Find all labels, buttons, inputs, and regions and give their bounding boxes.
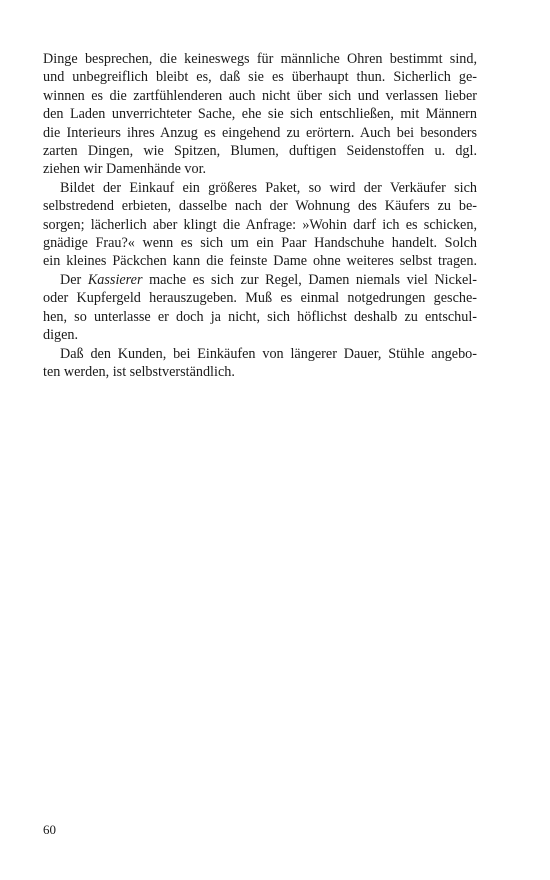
text-line: zarten Dingen, wie Spitzen, Blumen, duftigen Seidenstoffen u. dgl. (43, 143, 477, 160)
text-line: oder Kupfergeld herauszugeben. Muß es einmal notgedrungen gesche- (43, 290, 477, 307)
text-line: ten werden, ist selbstverständlich. (43, 363, 235, 380)
text-line: Daß den Kunden, bei Einkäufen von längerer Dauer, Stühle angebo- (60, 345, 477, 362)
text-line: selbstredend erbieten, dasselbe nach der Wohnung des Käufers zu be- (43, 198, 477, 215)
text-line: die Interieurs ihres Anzug es eingehend zu erörtern. Auch bei besonders (43, 124, 477, 141)
text-line: gnädige Frau?« wenn es sich um ein Paar Handschuhe handelt. Solch (43, 235, 477, 252)
text-line: sorgen; lächerlich aber klingt die Anfrage: »Wohin darf ich es schicken, (43, 216, 477, 233)
page-number: 60 (43, 822, 56, 837)
text-line: winnen es die zartfühlenderen auch nicht über sich und verlassen lieber (43, 87, 477, 104)
text-line: Bildet der Einkauf ein größeres Paket, so wird der Verkäufer sich (60, 179, 477, 196)
paragraph (43, 345, 477, 382)
text-line: ziehen wir Damenhände vor. (43, 161, 207, 178)
text-line: und unbegreiflich bleibt es, daß sie es überhaupt thun. Sicherlich ge- (43, 69, 477, 86)
text-run: Der (60, 271, 88, 288)
paragraph (43, 50, 477, 179)
emphasis-kassierer: Kassierer (87, 271, 143, 288)
text-line: hen, so unterlasse er doch ja nicht, sich höflichst deshalb zu entschul- (43, 308, 477, 325)
paragraph (43, 271, 477, 345)
text-line: digen. (43, 327, 79, 344)
text-line: Dinge besprechen, die keineswegs für männliche Ohren bestimmt sind, (43, 51, 477, 67)
text-line: ein kleines Päckchen kann die feinste Dame ohne weiteres selbst tragen. (43, 253, 477, 270)
text-run: mache es sich zur Regel, Damen niemals viel Nickel- (142, 271, 477, 288)
body-text (43, 50, 477, 381)
paragraph (43, 179, 477, 271)
text-line: den Laden unverrichteter Sache, ehe sie sich entschließen, mit Männern (43, 106, 477, 123)
text-line (43, 271, 477, 289)
